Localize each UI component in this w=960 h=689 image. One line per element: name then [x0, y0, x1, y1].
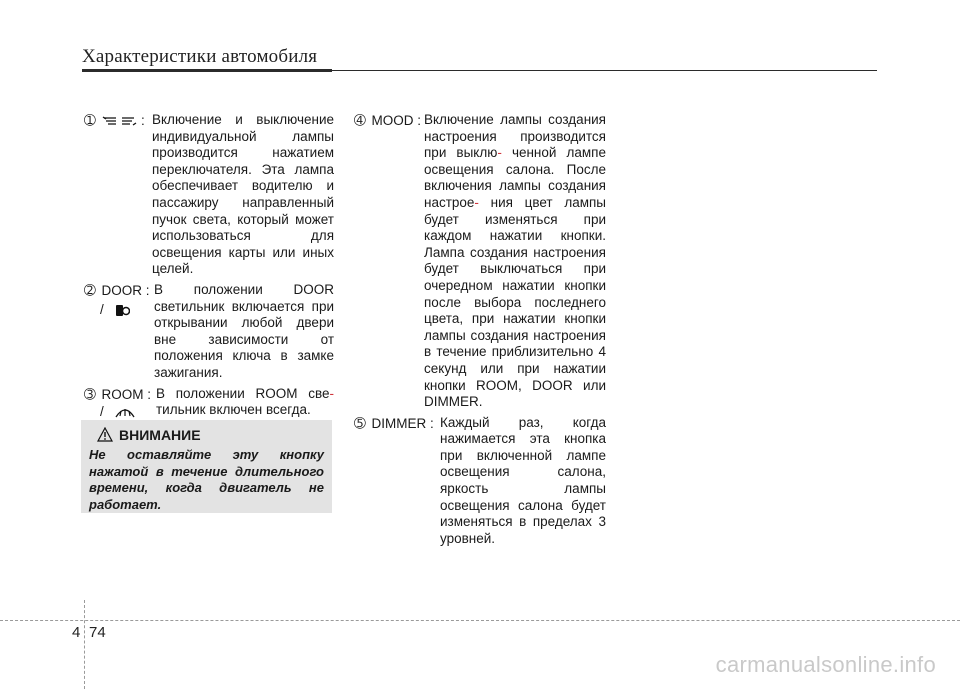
header-rule-thin: [332, 70, 877, 71]
item-lead: [354, 415, 434, 433]
watermark: carmanualsonline.info: [715, 652, 936, 677]
item-description-p1: Включение лампы создания настроения производится при выклю: [424, 112, 606, 161]
item-description: [424, 112, 606, 411]
page-number: 74: [89, 624, 106, 641]
item-description-a: В положении ROOM све: [156, 385, 330, 401]
item-number: ➂: [84, 385, 96, 402]
item-lead: [84, 282, 150, 300]
room-lamp-icon: [114, 404, 136, 419]
item-separator: :: [430, 415, 434, 431]
item-number: ➃: [354, 112, 366, 128]
right-column: [354, 112, 606, 551]
warning-header: [97, 426, 201, 444]
footer-divider: [84, 600, 85, 689]
header-rule-thick: [82, 69, 332, 72]
warning-text: Не оставляйте эту кнопку нажатой в течение длительного времени, когда двигатель не работает.: [89, 447, 324, 512]
item-lead: [84, 386, 151, 404]
soft-hyphen: -: [329, 385, 334, 401]
footer-rule: [0, 620, 960, 621]
warning-title: ВНИМАНИЕ: [119, 427, 201, 443]
soft-hyphen: -: [497, 145, 502, 161]
item-map-lamp: [84, 112, 334, 278]
door-lamp-icon: [114, 302, 130, 317]
item-separator: :: [145, 282, 150, 298]
item-room: [84, 386, 334, 419]
item-code: ROOM: [101, 386, 144, 402]
item-description-p3: ния цвет лампы будет изменяться при каждом нажатии кнопки. Лампа создания настроения будет выключаться при очередном нажатии кнопки после выбора последнего цвета, при нажатии кнопки лампы создания настроения в течение приблизительно 4 секунд или при нажатии кнопки ROOM, DOOR или DIMMER.: [424, 194, 606, 410]
warning-triangle-icon: [97, 426, 113, 444]
item-separator: :: [417, 113, 422, 128]
item-lead: [354, 112, 421, 130]
item-code: DOOR: [101, 282, 142, 298]
door-symbol-row: [100, 302, 130, 319]
item-code: DIMMER: [371, 415, 427, 431]
item-dimmer: [354, 415, 606, 548]
item-separator: :: [141, 113, 145, 128]
left-column: [84, 112, 334, 423]
slash: /: [100, 301, 104, 317]
item-description: [156, 386, 334, 419]
section-number: 4: [72, 624, 81, 641]
item-description: В положении DOOR светильник включается при открывании любой двери вне зависимости от положения ключа в замке зажигания.: [154, 281, 334, 380]
item-number: ➀: [84, 112, 96, 128]
item-description-b: тильник включен всегда.: [156, 402, 311, 418]
room-symbol-row: [100, 404, 136, 421]
item-description: Включение и выключение индивидуальной лампы производится нажатием переключателя. Эта лампа обеспечивает водителю и пассажиру направленный пучок света, который может использоваться для освещения карты или иных целей.: [152, 112, 334, 277]
map-lamp-off-icon: [121, 113, 141, 128]
slash: /: [100, 403, 104, 419]
item-description: Каждый раз, когда нажимается эта кнопка при включенной лампе освещения салона, яркость лампы освещения салона будет изменяться в пределах 3 уровней.: [440, 414, 606, 546]
item-number: ➁: [84, 281, 96, 298]
warning-box: [81, 420, 332, 513]
item-door: [84, 282, 334, 382]
item-description-p2: ченной лампе освещения салона. После включения лампы создания настрое: [424, 145, 606, 210]
item-mood: [354, 112, 606, 411]
item-code: MOOD: [371, 113, 414, 128]
header-title: Характеристики автомобиля: [82, 46, 318, 67]
item-separator: :: [147, 386, 152, 402]
map-lamp-on-icon: [102, 113, 122, 128]
item-lead: [84, 112, 145, 130]
soft-hyphen: -: [474, 194, 479, 210]
item-number: ➄: [354, 414, 366, 431]
